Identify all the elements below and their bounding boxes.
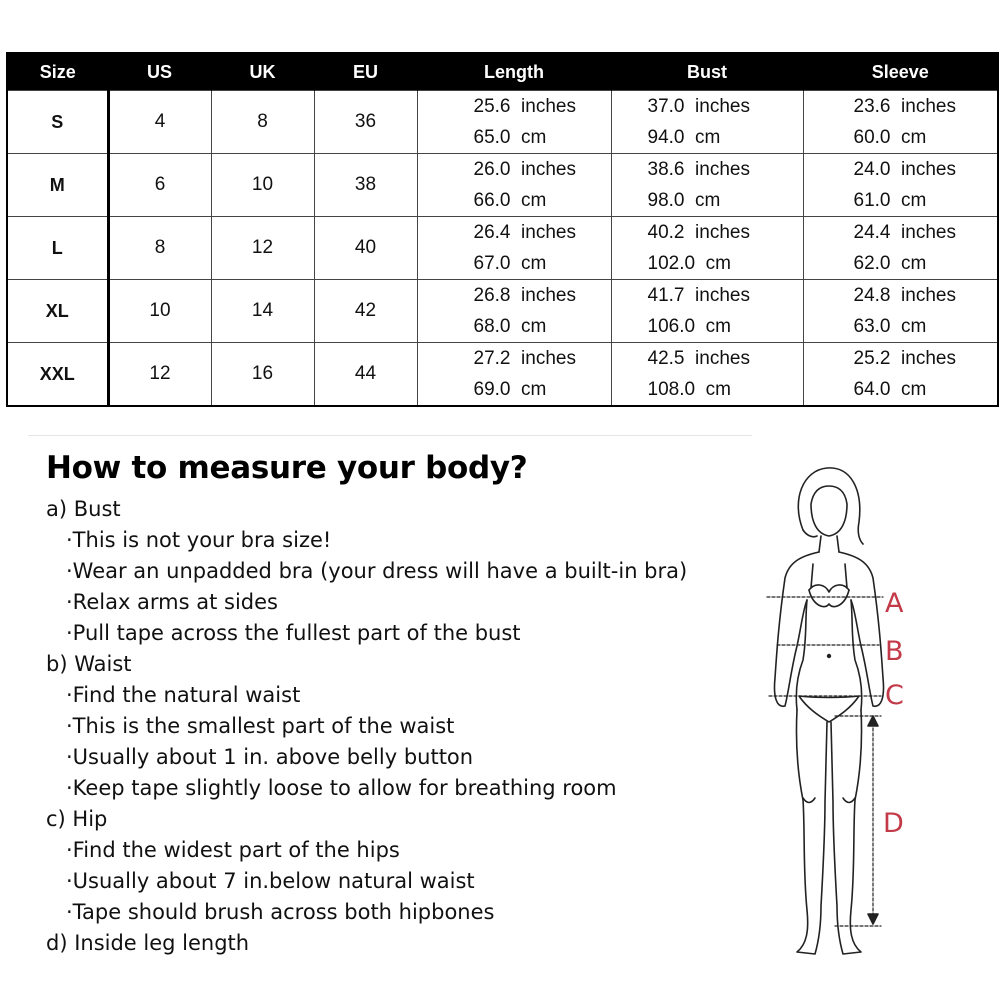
measuring-guide bbox=[46, 442, 746, 959]
label-b: B bbox=[885, 636, 904, 667]
cell-size: S bbox=[7, 91, 108, 154]
right-leg bbox=[831, 710, 862, 954]
underwear bbox=[799, 696, 859, 722]
step-tip: ·Pull tape across the fullest part of the bust bbox=[66, 621, 521, 645]
cell-sleeve bbox=[803, 91, 998, 154]
cell-bust-inches: 37.0 inches bbox=[647, 96, 750, 117]
body-outline-illustration bbox=[755, 460, 925, 965]
step-heading: a) Bust bbox=[46, 497, 121, 521]
hair-outline bbox=[798, 468, 863, 544]
header-sleeve: Sleeve bbox=[803, 53, 998, 91]
table-row bbox=[7, 343, 998, 407]
bra-top bbox=[809, 585, 849, 592]
cell-bust bbox=[611, 217, 803, 280]
cell-bust bbox=[611, 343, 803, 407]
size-chart-table bbox=[6, 52, 999, 407]
inseam-arrow-top bbox=[868, 716, 878, 726]
table-row bbox=[7, 91, 998, 154]
cell-uk: 14 bbox=[211, 280, 314, 343]
step-tip: ·Keep tape slightly loose to allow for breathing room bbox=[66, 776, 617, 800]
cell-length bbox=[417, 91, 611, 154]
cell-length-inches: 26.8 inches bbox=[473, 285, 576, 306]
cell-bust-inches: 41.7 inches bbox=[647, 285, 750, 306]
cell-length-inches: 27.2 inches bbox=[473, 348, 576, 369]
torso-right bbox=[851, 600, 862, 710]
header-bust: Bust bbox=[611, 53, 803, 91]
cell-uk: 8 bbox=[211, 91, 314, 154]
step-heading: c) Hip bbox=[46, 807, 108, 831]
torso-left bbox=[796, 600, 807, 710]
section-divider bbox=[28, 435, 752, 436]
cell-us: 10 bbox=[108, 280, 211, 343]
cell-us: 12 bbox=[108, 343, 211, 407]
cell-uk: 12 bbox=[211, 217, 314, 280]
cell-sleeve-cm: 61.0 cm bbox=[853, 190, 927, 211]
label-d: D bbox=[883, 808, 904, 839]
step-heading: b) Waist bbox=[46, 652, 132, 676]
cell-bust bbox=[611, 154, 803, 217]
cell-size: L bbox=[7, 217, 108, 280]
cell-uk: 10 bbox=[211, 154, 314, 217]
cell-sleeve bbox=[803, 217, 998, 280]
cell-length-cm: 69.0 cm bbox=[473, 379, 547, 400]
cell-us: 8 bbox=[108, 217, 211, 280]
cell-sleeve-inches: 24.4 inches bbox=[853, 222, 956, 243]
cell-sleeve bbox=[803, 154, 998, 217]
cell-sleeve-inches: 24.0 inches bbox=[853, 159, 956, 180]
step-tip: ·Wear an unpadded bra (your dress will have a built-in bra) bbox=[66, 559, 688, 583]
cell-eu: 42 bbox=[314, 280, 417, 343]
cell-sleeve-inches: 25.2 inches bbox=[853, 348, 956, 369]
cell-bust bbox=[611, 91, 803, 154]
navel bbox=[828, 655, 831, 658]
cell-length-inches: 25.6 inches bbox=[473, 96, 576, 117]
step-tip: ·This is not your bra size! bbox=[66, 528, 332, 552]
cell-size: XL bbox=[7, 280, 108, 343]
step-tip: ·Usually about 7 in.below natural waist bbox=[66, 869, 475, 893]
neck bbox=[819, 536, 839, 552]
header-uk: UK bbox=[211, 53, 314, 91]
table-row bbox=[7, 217, 998, 280]
cell-length-cm: 67.0 cm bbox=[473, 253, 547, 274]
cell-bust-cm: 94.0 cm bbox=[647, 127, 721, 148]
label-a: A bbox=[885, 588, 904, 619]
inseam-arrow-bottom bbox=[868, 914, 878, 924]
cell-sleeve-inches: 24.8 inches bbox=[853, 285, 956, 306]
cell-us: 6 bbox=[108, 154, 211, 217]
cell-length-inches: 26.4 inches bbox=[473, 222, 576, 243]
cell-bust-cm: 108.0 cm bbox=[647, 379, 731, 400]
cell-eu: 40 bbox=[314, 217, 417, 280]
cell-uk: 16 bbox=[211, 343, 314, 407]
right-knee bbox=[843, 798, 855, 803]
step-tip: ·Usually about 1 in. above belly button bbox=[66, 745, 474, 769]
cell-length-cm: 65.0 cm bbox=[473, 127, 547, 148]
cell-length bbox=[417, 217, 611, 280]
cell-sleeve-inches: 23.6 inches bbox=[853, 96, 956, 117]
header-length: Length bbox=[417, 53, 611, 91]
cell-sleeve bbox=[803, 343, 998, 407]
step-tip: ·This is the smallest part of the waist bbox=[66, 714, 455, 738]
cell-eu: 36 bbox=[314, 91, 417, 154]
cell-sleeve bbox=[803, 280, 998, 343]
face-outline bbox=[811, 486, 847, 536]
cell-sleeve-cm: 60.0 cm bbox=[853, 127, 927, 148]
cell-length bbox=[417, 280, 611, 343]
cell-length-cm: 68.0 cm bbox=[473, 316, 547, 337]
label-c: C bbox=[885, 680, 904, 711]
header-eu: EU bbox=[314, 53, 417, 91]
cell-sleeve-cm: 63.0 cm bbox=[853, 316, 927, 337]
cell-bust-inches: 42.5 inches bbox=[647, 348, 750, 369]
step-tip: ·Find the widest part of the hips bbox=[66, 838, 400, 862]
cell-us: 4 bbox=[108, 91, 211, 154]
guide-step bbox=[46, 494, 746, 649]
cell-length bbox=[417, 343, 611, 407]
cell-length-cm: 66.0 cm bbox=[473, 190, 547, 211]
left-leg bbox=[796, 710, 827, 954]
cell-bust-cm: 106.0 cm bbox=[647, 316, 731, 337]
cell-bust-inches: 38.6 inches bbox=[647, 159, 750, 180]
guide-step bbox=[46, 649, 746, 804]
cell-bust-cm: 98.0 cm bbox=[647, 190, 721, 211]
cell-bust-cm: 102.0 cm bbox=[647, 253, 731, 274]
cell-eu: 38 bbox=[314, 154, 417, 217]
guide-step bbox=[46, 928, 746, 959]
cell-bust-inches: 40.2 inches bbox=[647, 222, 750, 243]
cell-size: XXL bbox=[7, 343, 108, 407]
table-header-row bbox=[7, 53, 998, 91]
left-knee bbox=[803, 798, 815, 803]
guide-steps bbox=[46, 494, 746, 959]
header-us: US bbox=[108, 53, 211, 91]
cell-bust bbox=[611, 280, 803, 343]
table-row bbox=[7, 280, 998, 343]
cell-eu: 44 bbox=[314, 343, 417, 407]
step-tip: ·Find the natural waist bbox=[66, 683, 301, 707]
table-row bbox=[7, 154, 998, 217]
body-measurement-figure bbox=[755, 460, 925, 965]
cell-sleeve-cm: 62.0 cm bbox=[853, 253, 927, 274]
guide-step bbox=[46, 804, 746, 928]
step-heading: d) Inside leg length bbox=[46, 931, 250, 955]
cell-size: M bbox=[7, 154, 108, 217]
guide-title: How to measure your body? bbox=[46, 450, 528, 486]
cell-sleeve-cm: 64.0 cm bbox=[853, 379, 927, 400]
header-size: Size bbox=[7, 53, 108, 91]
hair-side bbox=[803, 530, 817, 537]
cell-length-inches: 26.0 inches bbox=[473, 159, 576, 180]
cell-length bbox=[417, 154, 611, 217]
step-tip: ·Tape should brush across both hipbones bbox=[66, 900, 495, 924]
step-tip: ·Relax arms at sides bbox=[66, 590, 278, 614]
